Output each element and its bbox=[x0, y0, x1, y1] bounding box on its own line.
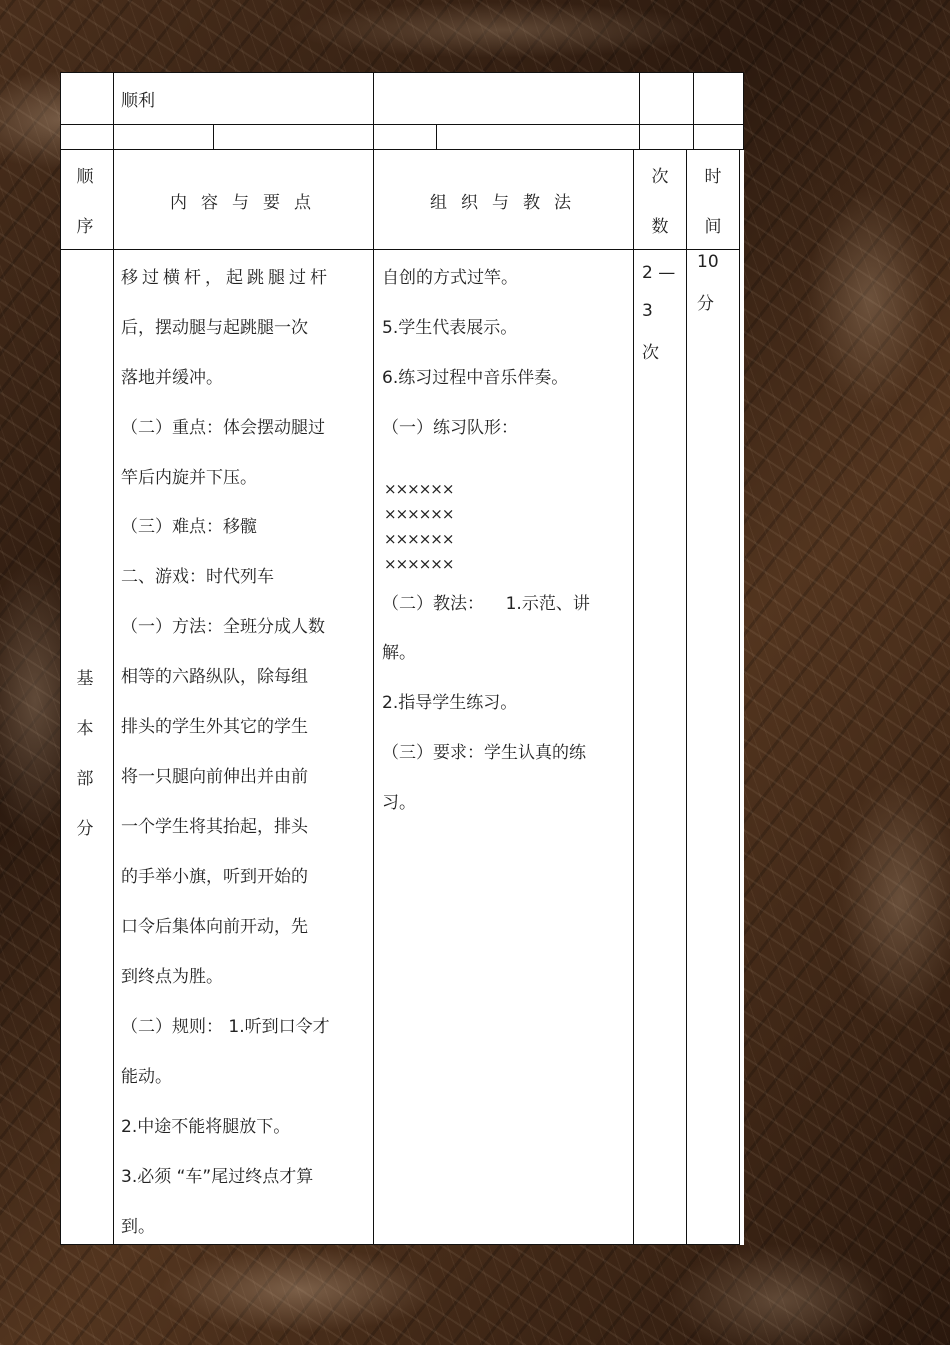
table-border-right-top bbox=[743, 72, 744, 149]
content-line: 的手举小旗，听到开始的 bbox=[121, 867, 308, 887]
formation-row: ×××××× bbox=[384, 530, 454, 548]
table-col-divider bbox=[633, 149, 634, 1245]
formation-row: ×××××× bbox=[384, 480, 454, 498]
header-times-1: 次 bbox=[651, 167, 669, 187]
formation-row: ×××××× bbox=[384, 505, 454, 523]
content-line: 将一只腿向前伸出并由前 bbox=[121, 767, 308, 787]
content-line: （一）方法：全班分成人数 bbox=[121, 617, 325, 637]
method-line: 6.练习过程中音乐伴奏。 bbox=[382, 368, 569, 388]
content-line: 相等的六路纵队，除每组 bbox=[121, 667, 308, 687]
content-line: （二）重点：体会摆动腿过 bbox=[121, 418, 325, 438]
table-row-divider bbox=[60, 124, 744, 125]
section-label-4: 分 bbox=[76, 819, 94, 839]
content-line: （三）难点：移髋 bbox=[121, 517, 257, 537]
header-seq-1: 顺 bbox=[76, 167, 94, 187]
content-line: 能动。 bbox=[121, 1067, 172, 1087]
content-line: 二、游戏：时代列车 bbox=[121, 567, 274, 587]
method-line: （一）练习队形： bbox=[382, 418, 518, 438]
times-value-1: 2 — bbox=[642, 263, 676, 283]
header-content: 内容与要点 bbox=[170, 193, 325, 213]
times-value-2: 3 bbox=[642, 301, 653, 321]
section-label-2: 本 bbox=[76, 719, 94, 739]
table-col-divider bbox=[113, 72, 114, 1245]
duration-value-2: 分 bbox=[697, 294, 714, 314]
header-duration-1: 时 bbox=[704, 167, 722, 187]
method-line: 解。 bbox=[382, 643, 416, 663]
duration-value-1: 10 bbox=[697, 252, 719, 272]
formation-row: ×××××× bbox=[384, 555, 454, 573]
table-row-divider bbox=[60, 249, 740, 250]
content-line: 到终点为胜。 bbox=[121, 967, 223, 987]
method-line: 2.指导学生练习。 bbox=[382, 693, 518, 713]
table-col-divider bbox=[373, 72, 374, 1245]
table-col-divider bbox=[686, 149, 687, 1245]
method-line: （三）要求：学生认真的练 bbox=[382, 743, 586, 763]
header-method: 组织与教法 bbox=[430, 193, 585, 213]
content-line: （二）规则： 1.听到口令才 bbox=[121, 1017, 330, 1037]
method-line: 5.学生代表展示。 bbox=[382, 318, 518, 338]
table-border-bottom bbox=[60, 1244, 740, 1245]
content-line: 排头的学生外其它的学生 bbox=[121, 717, 308, 737]
method-line: 习。 bbox=[382, 793, 416, 813]
top-row-text: 顺利 bbox=[121, 91, 155, 111]
method-line: （二）教法： 1.示范、讲 bbox=[382, 594, 590, 614]
content-line: 后，摆动腿与起跳腿一次 bbox=[121, 318, 308, 338]
content-line: 落地并缓冲。 bbox=[121, 368, 223, 388]
table-col-divider bbox=[693, 72, 694, 149]
table-col-divider bbox=[436, 124, 437, 150]
table-row-divider bbox=[60, 149, 744, 150]
content-line: 口令后集体向前开动，先 bbox=[121, 917, 308, 937]
table-border-top bbox=[60, 72, 744, 73]
table-col-divider bbox=[213, 124, 214, 150]
table-border-right bbox=[739, 149, 740, 1245]
header-duration-2: 间 bbox=[704, 217, 722, 237]
table-col-divider bbox=[639, 72, 640, 149]
content-line: 2.中途不能将腿放下。 bbox=[121, 1117, 291, 1137]
header-seq-2: 序 bbox=[76, 217, 94, 237]
header-times-2: 数 bbox=[651, 217, 669, 237]
section-label-1: 基 bbox=[76, 669, 94, 689]
section-label-3: 部 bbox=[76, 769, 94, 789]
lesson-plan-page bbox=[60, 72, 744, 1245]
content-line: 一个学生将其抬起，排头 bbox=[121, 817, 308, 837]
table-border-left bbox=[60, 72, 61, 1245]
method-line: 自创的方式过竿。 bbox=[382, 268, 518, 288]
content-line: 移过横杆，起跳腿过杆 bbox=[121, 268, 331, 288]
times-value-3: 次 bbox=[642, 343, 659, 363]
content-line: 到。 bbox=[121, 1217, 155, 1237]
content-line: 竿后内旋并下压。 bbox=[121, 468, 257, 488]
content-line: 3.必须 “车”尾过终点才算 bbox=[121, 1167, 314, 1187]
